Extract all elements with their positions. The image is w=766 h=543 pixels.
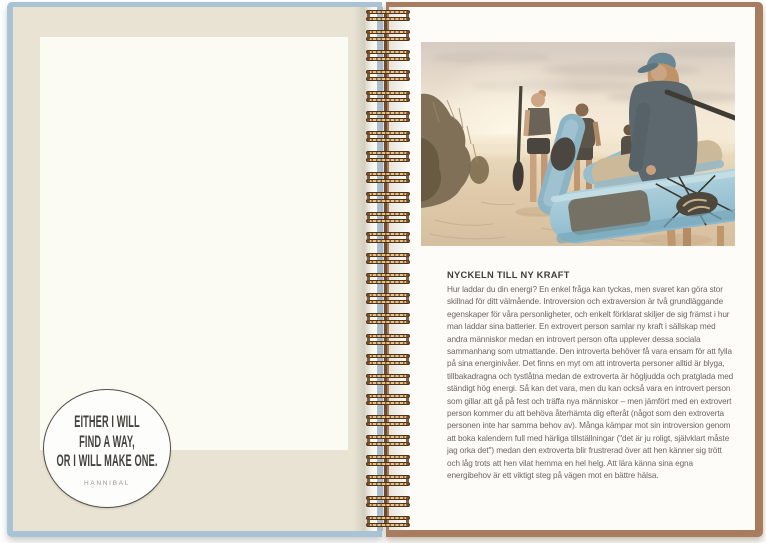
spiral-coil xyxy=(366,313,410,324)
beach-paddleboard-photo xyxy=(421,42,735,246)
spiral-coil xyxy=(366,192,410,203)
spiral-coil xyxy=(366,50,410,61)
left-page-inset xyxy=(40,37,348,450)
quote-line: OR I WILL MAKE ONE. xyxy=(56,452,158,470)
spiral-coil xyxy=(366,232,410,243)
left-cover-spine-strip xyxy=(377,7,383,531)
spiral-coil xyxy=(366,151,410,162)
spiral-coil xyxy=(366,70,410,81)
spiral-coil xyxy=(366,131,410,142)
spiral-coil xyxy=(366,435,410,446)
spiral-coil xyxy=(366,253,410,264)
binding-gap-shadow xyxy=(365,7,377,531)
spiral-coil xyxy=(366,293,410,304)
spiral-coil xyxy=(366,111,410,122)
spiral-coil xyxy=(366,415,410,426)
quote-author: HANNIBAL xyxy=(83,480,131,487)
spiral-coil xyxy=(366,10,410,21)
spiral-coil xyxy=(366,172,410,183)
spiral-coil xyxy=(366,496,410,507)
spiral-coil xyxy=(366,30,410,41)
quote-line: FIND A WAY, xyxy=(79,432,135,451)
article-body: Hur laddar du din energi? En enkel fråga kan tyckas, men svaret kan göra stor skillnad för ditt välmående. Introversion och extraversion är två grundläggande egenskaper för våra personligheter, och enkelt förklarat skiljer de sig främst i hur man laddar sina batterier. En extrovert person samlar ny kraft i sällskap med andra människor medan en introvert person ofta upplever dessa sociala sammanhang som utmattande. Den introverta behöver få vara ensam för att fylla på sina energinivåer. Det finns en myt om att introverta personer alltid är blyga, tillbakadragna och tystlåtna medan de extroverta är högljudda och pratglada med ständigt hög energi. Så kan det vara, men du kan också vara en introvert person som gillar att gå på fest och träffa nya människor – men jämfört med en extrovert person kommer du att behöva återhämta dig efteråt (något som den extroverta personen inte har samma behov av). Många kämpar mot sin introversion genom att boka kalendern full med härliga tillställningar ("det är ju roligt, självklart måste jag orka det") medan den extroverta blir frustrerad över att hen känner sig trött och låg trots att hen vilat hemma en hel helg. Att lära känna sina egna energibehov är ett viktigt steg på vägen mot en bättre hälsa. xyxy=(447,285,734,481)
spiral-coil xyxy=(366,475,410,486)
spiral-coil xyxy=(366,273,410,284)
spiral-coil xyxy=(366,91,410,102)
quote-sticker xyxy=(43,389,171,508)
spiral-coil xyxy=(366,516,410,527)
spiral-coil xyxy=(366,334,410,345)
left-page xyxy=(13,7,365,531)
spiral-coil xyxy=(366,374,410,385)
right-page xyxy=(389,7,755,530)
spiral-coil xyxy=(366,394,410,405)
spiral-coil xyxy=(366,212,410,223)
spiral-wire-edge xyxy=(384,12,387,526)
quote-line: EITHER I WILL xyxy=(74,413,140,431)
quote-text xyxy=(40,413,174,472)
spiral-coil xyxy=(366,455,410,466)
spiral-coil xyxy=(366,354,410,365)
article-heading: NYCKELN TILL NY KRAFT xyxy=(447,270,570,280)
